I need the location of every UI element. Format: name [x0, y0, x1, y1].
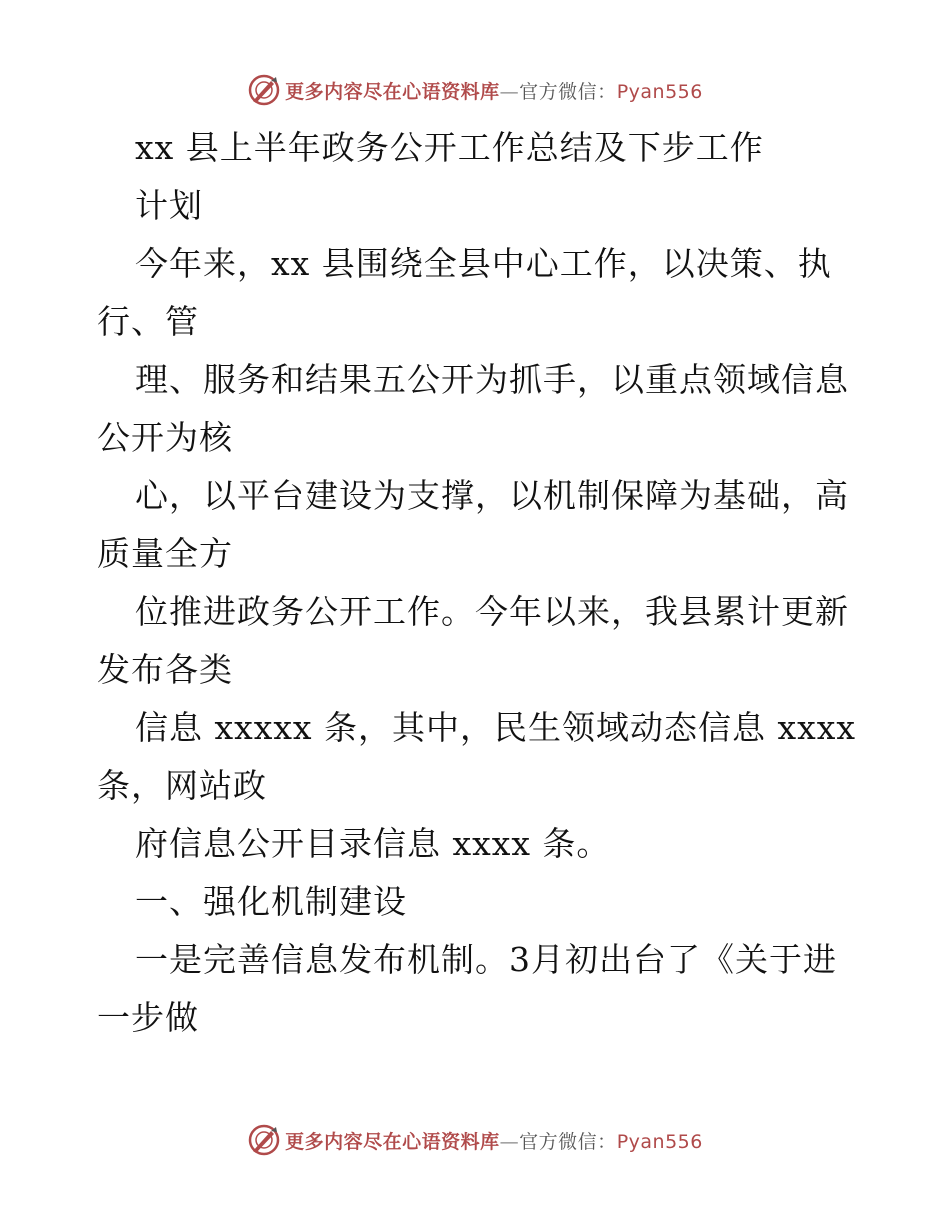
title-line-2: 计划	[135, 186, 203, 225]
paragraph-line: 条，网站政	[97, 766, 267, 805]
watermark-dash: —	[499, 80, 520, 103]
document-body	[97, 119, 857, 1047]
watermark-account: Pyan556	[616, 80, 703, 103]
brand-logo-icon	[247, 1123, 281, 1157]
watermark-text	[285, 77, 703, 104]
watermark-label: 官方微信：	[519, 80, 617, 103]
paragraph-line: 质量全方	[97, 534, 233, 573]
section-heading: 一、强化机制建设	[135, 882, 407, 921]
watermark-label: 官方微信：	[519, 1130, 617, 1153]
paragraph-line: 一步做	[97, 998, 199, 1037]
title-line-1: xx 县上半年政务公开工作总结及下步工作	[135, 128, 764, 167]
brand-logo-icon	[247, 73, 281, 107]
watermark-site-name: 更多内容尽在心语资料库	[285, 80, 500, 103]
paragraph-line: 公开为核	[97, 418, 233, 457]
footer-watermark	[0, 1120, 950, 1160]
watermark-dash: —	[499, 1130, 520, 1153]
watermark-site-name: 更多内容尽在心语资料库	[285, 1130, 500, 1153]
paragraph-line: 今年来，xx 县围绕全县中心工作，以决策、执	[135, 244, 832, 283]
watermark-text	[285, 1127, 703, 1154]
watermark-account: Pyan556	[616, 1130, 703, 1153]
header-watermark	[0, 70, 950, 110]
paragraph-line: 府信息公开目录信息 xxxx 条。	[135, 824, 611, 863]
paragraph-line: 心，以平台建设为支撑，以机制保障为基础，高	[135, 476, 849, 515]
paragraph-line: 发布各类	[97, 650, 233, 689]
paragraph-line: 行、管	[97, 302, 199, 341]
paragraph-line: 信息 xxxxx 条，其中，民生领域动态信息 xxxx	[135, 708, 856, 747]
paragraph-line: 一是完善信息发布机制。3月初出台了《关于进	[135, 940, 837, 979]
paragraph-line: 位推进政务公开工作。今年以来，我县累计更新	[135, 592, 849, 631]
paragraph-line: 理、服务和结果五公开为抓手，以重点领域信息	[135, 360, 849, 399]
